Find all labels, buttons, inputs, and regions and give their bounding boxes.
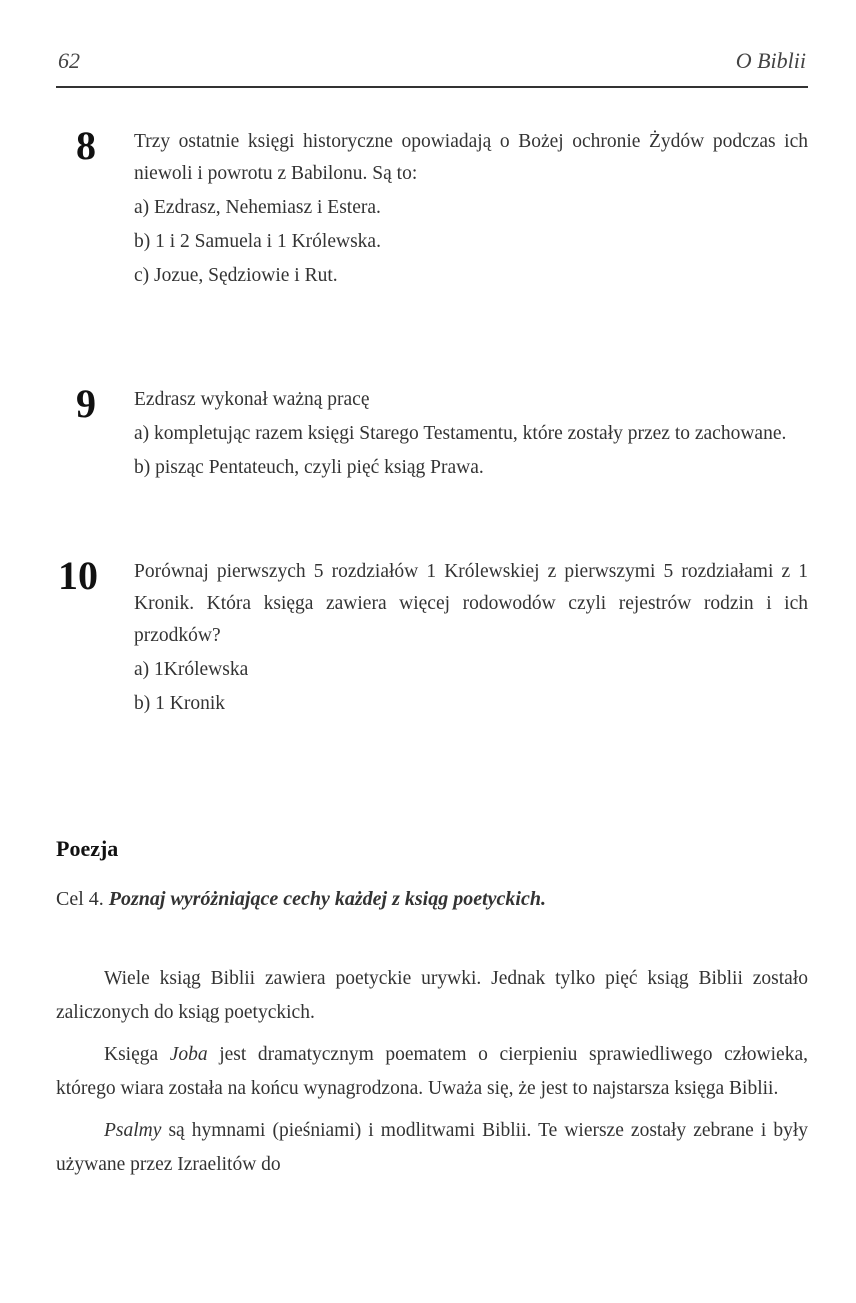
answer-option: b) 1 Kronik (134, 693, 225, 714)
objective (56, 888, 808, 911)
answer-option: c) Jozue, Sędziowie i Rut. (134, 265, 338, 286)
question-body (134, 126, 808, 294)
objective-text: Poznaj wyróżniające cechy każdej z ksiąg poetyckich. (108, 888, 546, 910)
question-body (134, 384, 808, 486)
book-title: Joba (169, 1044, 208, 1065)
question-text: Ezdrasz wykonał ważną pracę (134, 389, 370, 410)
running-header (56, 42, 808, 88)
paragraph (56, 1114, 808, 1182)
page-number: 62 (58, 48, 80, 73)
answer-option: a) Ezdrasz, Nehemiasz i Estera. (134, 197, 381, 218)
question-number: 8 (76, 123, 96, 168)
section-heading: Poezja (56, 836, 119, 861)
objective-label: Cel 4. (56, 888, 104, 910)
question-text: Trzy ostatnie księgi historyczne opowiadają o Bożej ochronie Żydów podczas ich niewoli i powrotu z Babilonu. Są to: (134, 131, 808, 184)
running-title: O Biblii (735, 48, 806, 73)
answer-option: a) 1Królewska (134, 659, 249, 680)
question-body (134, 556, 808, 722)
paragraph: Wiele ksiąg Biblii zawiera poetyckie urywki. Jednak tylko pięć ksiąg Biblii zostało zaliczonych do ksiąg poetyckich. (56, 968, 808, 1023)
answer-option: a) kompletując razem księgi Starego Testamentu, które zostały przez to zachowane. (134, 423, 787, 444)
paragraph-text: jest dramatycznym poematem o cierpieniu sprawiedliwego człowieka, którego wiara została na końcu wynagrodzona. Uważa się, że jest to najstarsza księga Biblii. (56, 1044, 808, 1099)
question-number: 10 (58, 553, 98, 598)
answer-option: b) 1 i 2 Samuela i 1 Królewska. (134, 231, 381, 252)
answer-option: b) pisząc Pentateuch, czyli pięć ksiąg Prawa. (134, 457, 484, 478)
paragraph (56, 1038, 808, 1106)
question-number: 9 (76, 381, 96, 426)
body-text (56, 962, 808, 1190)
book-title: Psalmy (104, 1120, 162, 1141)
paragraph-text: Księga (104, 1044, 170, 1065)
question-text: Porównaj pierwszych 5 rozdziałów 1 Królewskiej z pierwszymi 5 rozdziałami z 1 Kronik. Która księga zawiera więcej rodowodów czyli rejestrów rodzin i ich przodków? (134, 561, 808, 646)
paragraph-text: są hymnami (pieśniami) i modlitwami Biblii. Te wiersze zostały zebrane i były używane przez Izraelitów do (56, 1120, 808, 1175)
